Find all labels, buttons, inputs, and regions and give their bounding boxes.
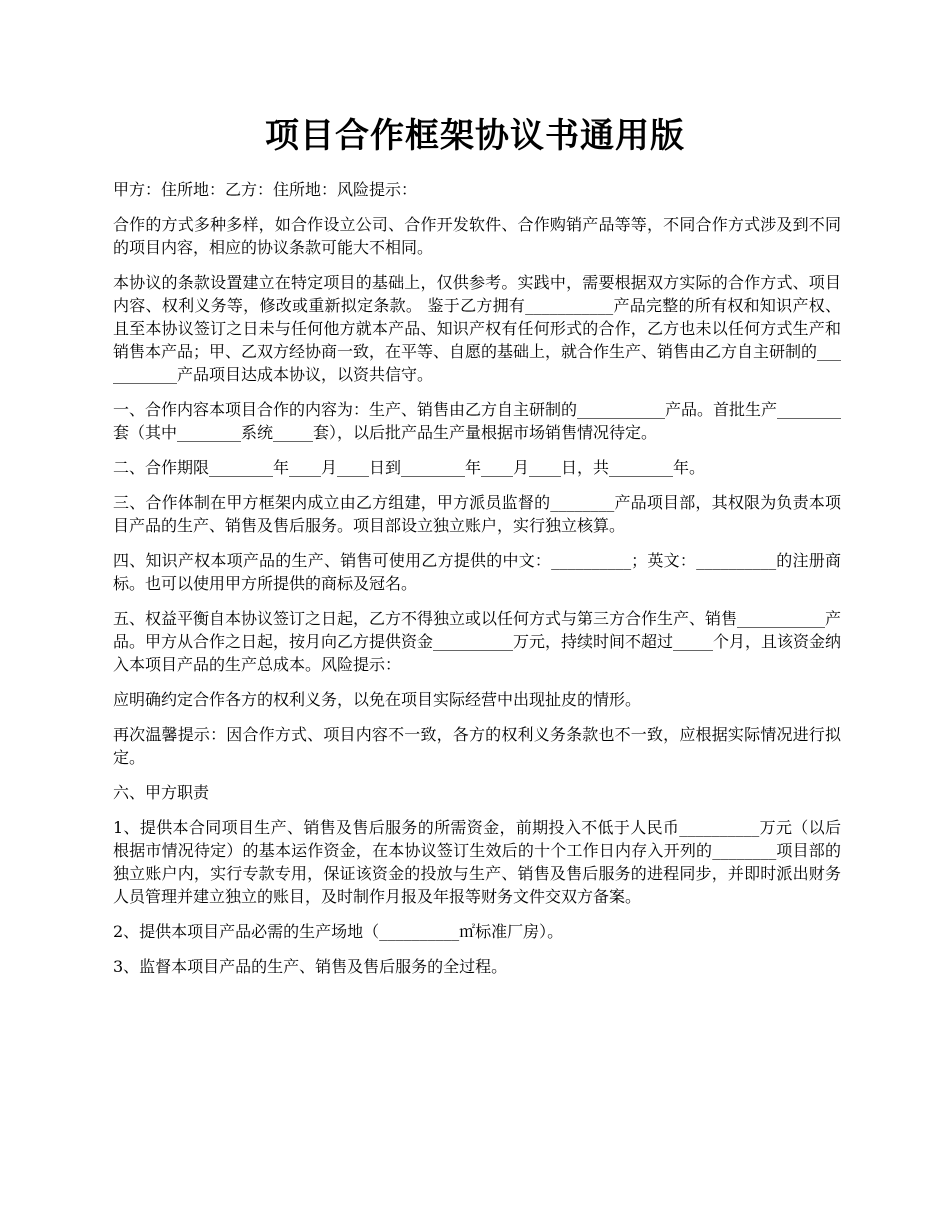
paragraph-cooperation-forms: 合作的方式多种多样，如合作设立公司、合作开发软件、合作购销产品等等，不同合作方式涉及到不同的项目内容，相应的协议条款可能大不相同。 — [113, 215, 841, 257]
paragraph-parties: 甲方：住所地：乙方：住所地：风险提示： — [113, 180, 418, 199]
document-body — [113, 178, 841, 990]
paragraph-duty-1: 1、提供本合同项目生产、销售及售后服务的所需资金，前期投入不低于人民币__________万元（以后根据市情况待定）的基本运作资金，在本协议签订生效后的十个工作日内存入开列的________项目部的独立账户内，实行专款专用，保证该资金的投放与生产、销售及售后服务的进程同步，并即时派出财务人员管理并建立独立的账目，及时制作月报及年报等财务文件交双方备案。 — [113, 818, 841, 906]
paragraph-section-5: 五、权益平衡自本协议签订之日起，乙方不得独立或以任何方式与第三方合作生产、销售___________产品。甲方从合作之日起，按月向乙方提供资金__________万元，持续时间不超过_____个月，且该资金纳入本项目产品的生产总成本。风险提示： — [113, 609, 842, 674]
paragraph-section-1: 一、合作内容本项目合作的内容为：生产、销售由乙方自主研制的___________产品。首批生产________套（其中________系统_____套），以后批产品生产量根据市场销售情况待定。 — [113, 400, 842, 442]
paragraph-section-2: 二、合作期限________年____月____日到________年____月____日，共________年。 — [113, 458, 706, 477]
paragraph-duty-2: 2、提供本项目产品必需的生产场地（__________㎡标准厂房）。 — [113, 922, 564, 941]
paragraph-section-6-heading: 六、甲方职责 — [113, 783, 210, 802]
paragraph-preamble: 本协议的条款设置建立在特定项目的基础上，仅供参考。实践中，需要根据双方实际的合作方式、项目内容、权利义务等，修改或重新拟定条款。 鉴于乙方拥有___________产品完整的所有权和知识产权、且至本协议签订之日未与任何他方就本产品、知识产权有任何形式的合作，乙方也未以任何方式生产和销售本产品；甲、乙双方经协商一致，在平等、自愿的基础上，就合作生产、销售由乙方自主研制的___________产品项目达成本协议，以资共信守。 — [113, 273, 842, 384]
document-title: 项目合作框架协议书通用版 — [265, 116, 685, 156]
paragraph-risk-note: 应明确约定合作各方的权利义务，以免在项目实际经营中出现扯皮的情形。 — [113, 690, 642, 709]
paragraph-duty-3: 3、监督本项目产品的生产、销售及售后服务的全过程。 — [113, 957, 508, 976]
paragraph-section-3: 三、合作体制在甲方框架内成立由乙方组建，甲方派员监督的________产品项目部，其权限为负责本项目产品的生产、销售及售后服务。项目部设立独立账户，实行独立核算。 — [113, 493, 841, 535]
paragraph-reminder: 再次温馨提示：因合作方式、项目内容不一致，各方的权利义务条款也不一致，应根据实际情况进行拟定。 — [113, 725, 841, 767]
paragraph-section-4: 四、知识产权本项产品的生产、销售可使用乙方提供的中文：__________；英文：__________的注册商标。也可以使用甲方所提供的商标及冠名。 — [113, 551, 841, 593]
